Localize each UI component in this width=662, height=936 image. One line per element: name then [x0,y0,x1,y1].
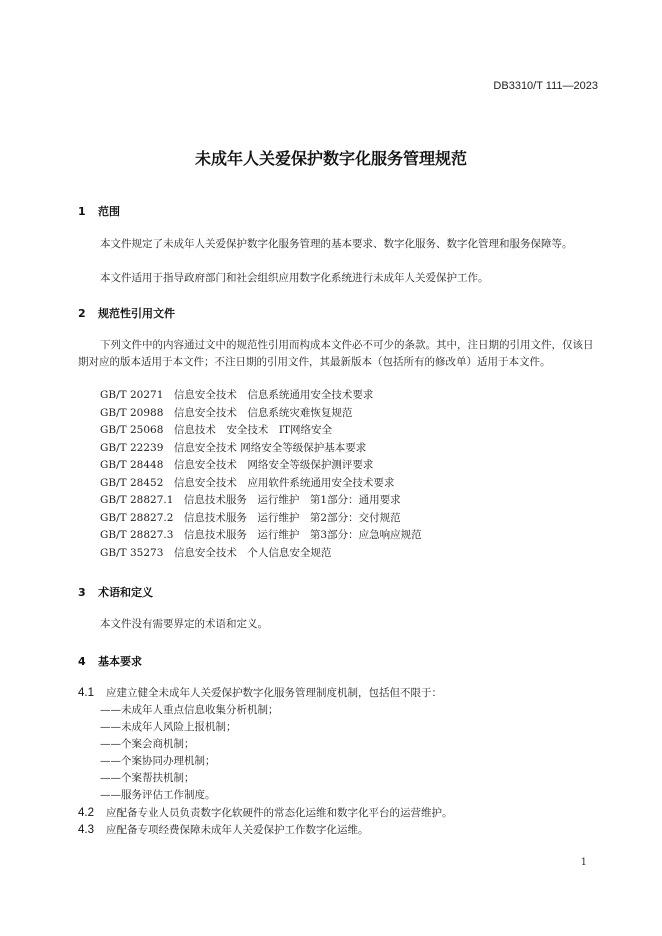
list-item: ——服务评估工作制度。 [100,789,216,801]
terms-paragraph: 本文件没有需要界定的术语和定义。 [100,618,268,630]
clause-4-3 [78,822,369,839]
section-title: 范围 [98,205,120,218]
reference-item: GB/T 22239 信息安全技术 网络安全等级保护基本要求 [100,441,367,454]
reference-item: GB/T 28827.3 信息技术服务 运行维护 第3部分：应急响应规范 [100,529,422,541]
reference-item: GB/T 28448 信息安全技术 网络安全等级保护测评要求 [100,459,374,471]
references-intro: 下列文件中的内容通过文中的规范性引用而构成本文件必不可少的条款。其中，注日期的引用文件，仅该日期对应的版本适用于本文件；不注日期的引用文件，其最新版本（包括所有的修改单）适用于本文件。 [78,339,594,368]
clause-4-2 [78,805,453,822]
list-item: ——个案协同办理机制； [100,755,216,767]
scope-paragraph-2: 本文件适用于指导政府部门和社会组织应用数字化系统进行未成年人关爱保护工作。 [100,272,489,284]
reference-item: GB/T 28827.1 信息技术服务 运行维护 第1部分：通用要求 [100,494,401,506]
section-heading-terms [78,584,153,600]
scope-paragraph-1: 本文件规定了未成年人关爱保护数字化服务管理的基本要求、数字化服务、数字化管理和服务保障等。 [100,238,573,250]
mechanism-list [100,702,279,804]
section-heading-basic-requirements [78,653,142,669]
clause-text: 应配备专项经费保障未成年人关爱保护工作数字化运维。 [106,824,369,836]
reference-item: GB/T 28827.2 信息技术服务 运行维护 第2部分：交付规范 [100,511,401,524]
reference-item: GB/T 25068 信息技术 安全技术 IT网络安全 [100,424,333,436]
reference-list [100,387,422,562]
list-item: ——未成年人风险上报机制； [100,721,237,733]
list-item: ——未成年人重点信息收集分析机制； [100,704,279,716]
clause-text: 应配备专业人员负责数字化软硬件的常态化运维和数字化平台的运营维护。 [106,807,453,819]
list-item: ——个案会商机制； [100,738,195,750]
page-title: 未成年人关爱保护数字化服务管理规范 [194,149,467,168]
section-number: 3 [78,586,86,599]
section-title: 规范性引用文件 [98,307,175,320]
section-heading-scope [78,203,120,219]
reference-item: GB/T 28452 信息安全技术 应用软件系统通用安全技术要求 [100,476,395,489]
section-title: 术语和定义 [98,586,153,599]
clause-number: 4.3 [78,824,94,836]
reference-item: GB/T 20271 信息安全技术 信息系统通用安全技术要求 [100,389,374,401]
section-number: 4 [78,655,86,668]
section-number: 2 [78,307,86,320]
section-heading-references [78,305,175,321]
section-title: 基本要求 [98,655,142,668]
clause-number: 4.2 [78,807,94,819]
reference-item: GB/T 35273 信息安全技术 个人信息安全规范 [100,546,332,559]
reference-item: GB/T 20988 信息安全技术 信息系统灾难恢复规范 [100,406,353,419]
list-item: ——个案帮扶机制； [100,772,195,784]
document-code: DB3310/T 111—2023 [493,80,598,92]
section-number: 1 [78,205,86,218]
page-number: 1 [580,857,587,868]
clause-number: 4.1 [78,687,94,699]
clause-text: 应建立健全未成年人关爱保护数字化服务管理制度机制，包括但不限于： [106,687,442,699]
clause-4-1 [78,685,442,702]
